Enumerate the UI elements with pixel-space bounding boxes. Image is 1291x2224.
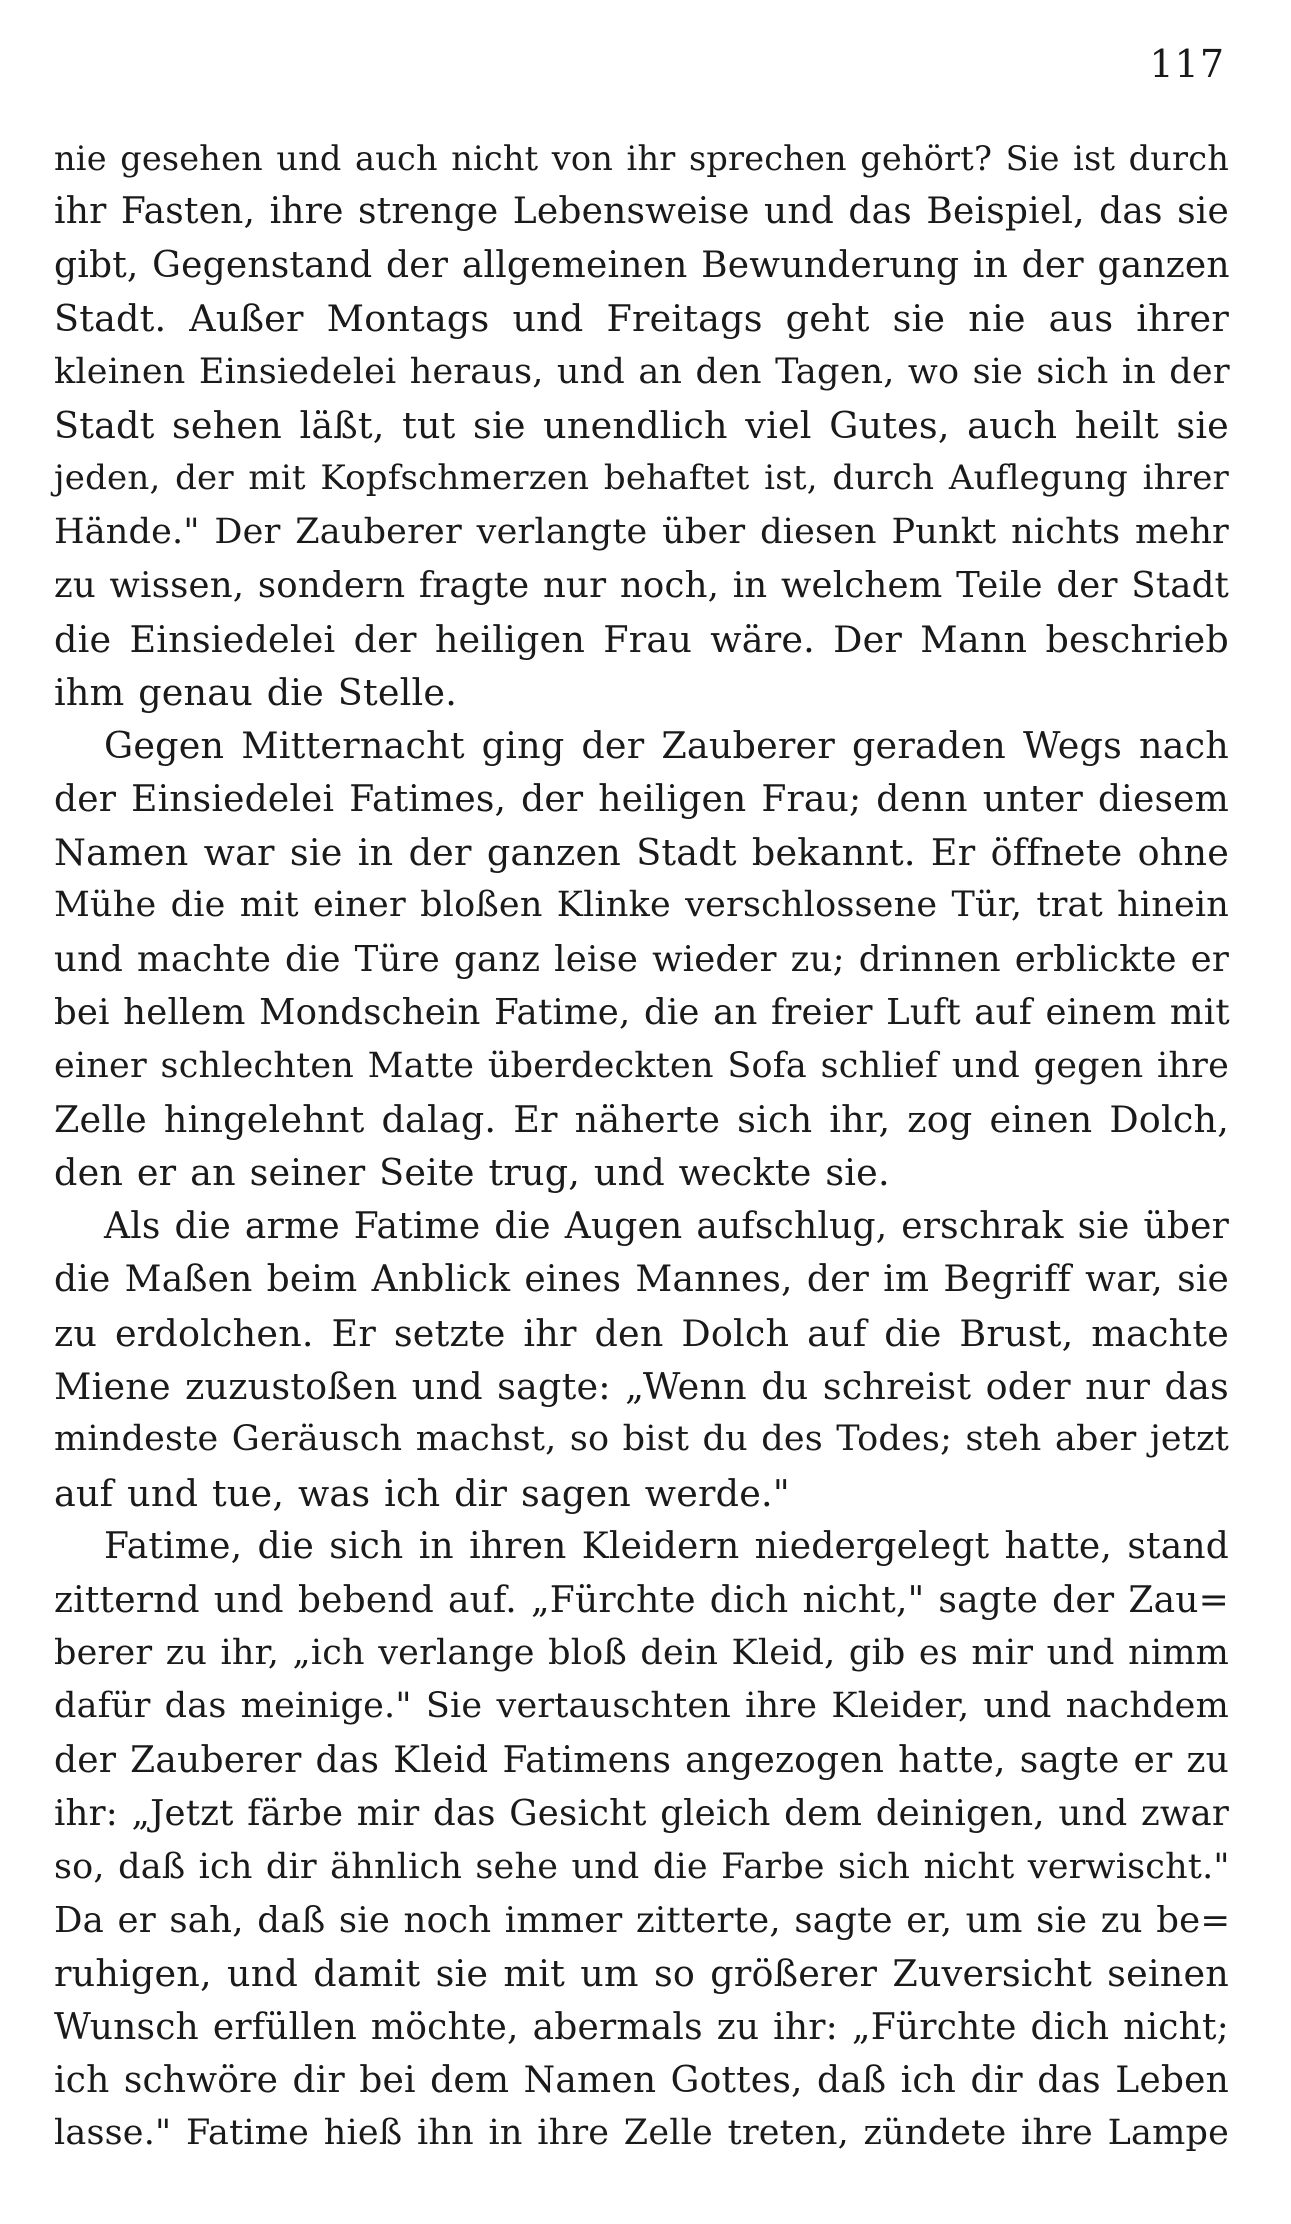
text-line: die Einsiedelei der heiligen Frau wäre. Der Mann beschrieb (54, 617, 1229, 661)
body-text (54, 132, 1229, 2161)
text-line: so, daß ich dir ähnlich sehe und die Farbe sich nicht verwischt." (54, 1846, 1230, 1887)
text-line: ihr: „Jetzt färbe mir das Gesicht gleich dem deinigen, und zwar (54, 1793, 1229, 1835)
text-line: Namen war sie in der ganzen Stadt bekannt. Er öffnete ohne (54, 831, 1229, 875)
text-line: der Einsiedelei Fatimes, der heiligen Frau; denn unter diesem (54, 778, 1229, 820)
text-line: ihm genau die Stelle. (54, 670, 458, 714)
text-line: Gegen Mitternacht ging der Zauberer geraden Wegs nach (104, 724, 1229, 768)
text-line: Fatime, die sich in ihren Kleidern niedergelegt hatte, stand (104, 1526, 1229, 1568)
text-line: nie gesehen und auch nicht von ihr sprechen gehört? Sie ist durch (54, 139, 1229, 178)
text-line: zu wissen, sondern fragte nur noch, in welchem Teile der Stadt (54, 565, 1229, 607)
text-line: lasse." Fatime hieß ihn in ihre Zelle treten, zündete ihre Lampe (54, 2113, 1229, 2154)
text-line: jeden, der mit Kopfschmerzen behaftet ist, durch Auflegung ihrer (54, 458, 1229, 499)
text-line: ruhigen, und damit sie mit um so größerer Zuversicht seinen (54, 1952, 1229, 1996)
text-line: Miene zuzustoßen und sagte: „Wenn du schreist oder nur das (54, 1364, 1229, 1408)
text-line: kleinen Einsiedelei heraus, und an den Tagen, wo sie sich in der (54, 351, 1230, 392)
text-line: dafür das meinige." Sie vertauschten ihre Kleider, und nachdem (54, 1686, 1229, 1727)
text-line: der Zauberer das Kleid Fatimens angezogen hatte, sagte er zu (54, 1739, 1229, 1781)
text-line: die Maßen beim Anblick eines Mannes, der im Begriff war, sie (54, 1259, 1229, 1301)
text-line: Wunsch erfüllen möchte, abermals zu ihr: „Fürchte dich nicht; (54, 2006, 1229, 2048)
text-line: auf und tue, was ich dir sagen werde." (54, 1471, 790, 1515)
text-line: mindeste Geräusch machst, so bist du des Todes; steh aber jetzt (54, 1419, 1229, 1460)
text-line: einer schlechten Matte überdeckten Sofa schlief und gegen ihre (54, 1045, 1229, 1086)
text-line: ihr Fasten, ihre strenge Lebensweise und das Beispiel, das sie (54, 191, 1229, 233)
page-number: 117 (1149, 42, 1225, 86)
text-line: Als die arme Fatime die Augen aufschlug, erschrak sie über (104, 1205, 1229, 1247)
text-line: Mühe die mit einer bloßen Klinke verschlossene Tür, trat hinein (54, 885, 1229, 926)
text-line: Stadt sehen läßt, tut sie unendlich viel Gutes, auch heilt sie (54, 403, 1229, 447)
text-line: bei hellem Mondschein Fatime, die an freier Luft auf einem mit (54, 992, 1230, 1034)
text-line: Hände." Der Zauberer verlangte über diesen Punkt nichts mehr (54, 511, 1229, 552)
text-line: Stadt. Außer Montags und Freitags geht sie nie aus ihrer (54, 297, 1229, 341)
text-line: gibt, Gegenstand der allgemeinen Bewunderung in der ganzen (54, 244, 1230, 286)
text-line: den er an seiner Seite trug, und weckte sie. (54, 1151, 890, 1195)
text-line: ich schwöre dir bei dem Namen Gottes, daß ich dir das Leben (54, 2060, 1229, 2102)
text-line: Da er sah, daß sie noch immer zitterte, sagte er, um sie zu be= (54, 1899, 1231, 1941)
text-line: Zelle hingelehnt dalag. Er näherte sich ihr, zog einen Dolch, (54, 1098, 1229, 1142)
text-line: zitternd und bebend auf. „Fürchte dich nicht," sagte der Zau= (54, 1579, 1229, 1621)
text-line: und machte die Türe ganz leise wieder zu; drinnen erblickte er (54, 938, 1229, 980)
text-line: berer zu ihr, „ich verlange bloß dein Kleid, gib es mir und nimm (54, 1632, 1229, 1673)
text-line: zu erdolchen. Er setzte ihr den Dolch auf die Brust, machte (54, 1311, 1229, 1355)
